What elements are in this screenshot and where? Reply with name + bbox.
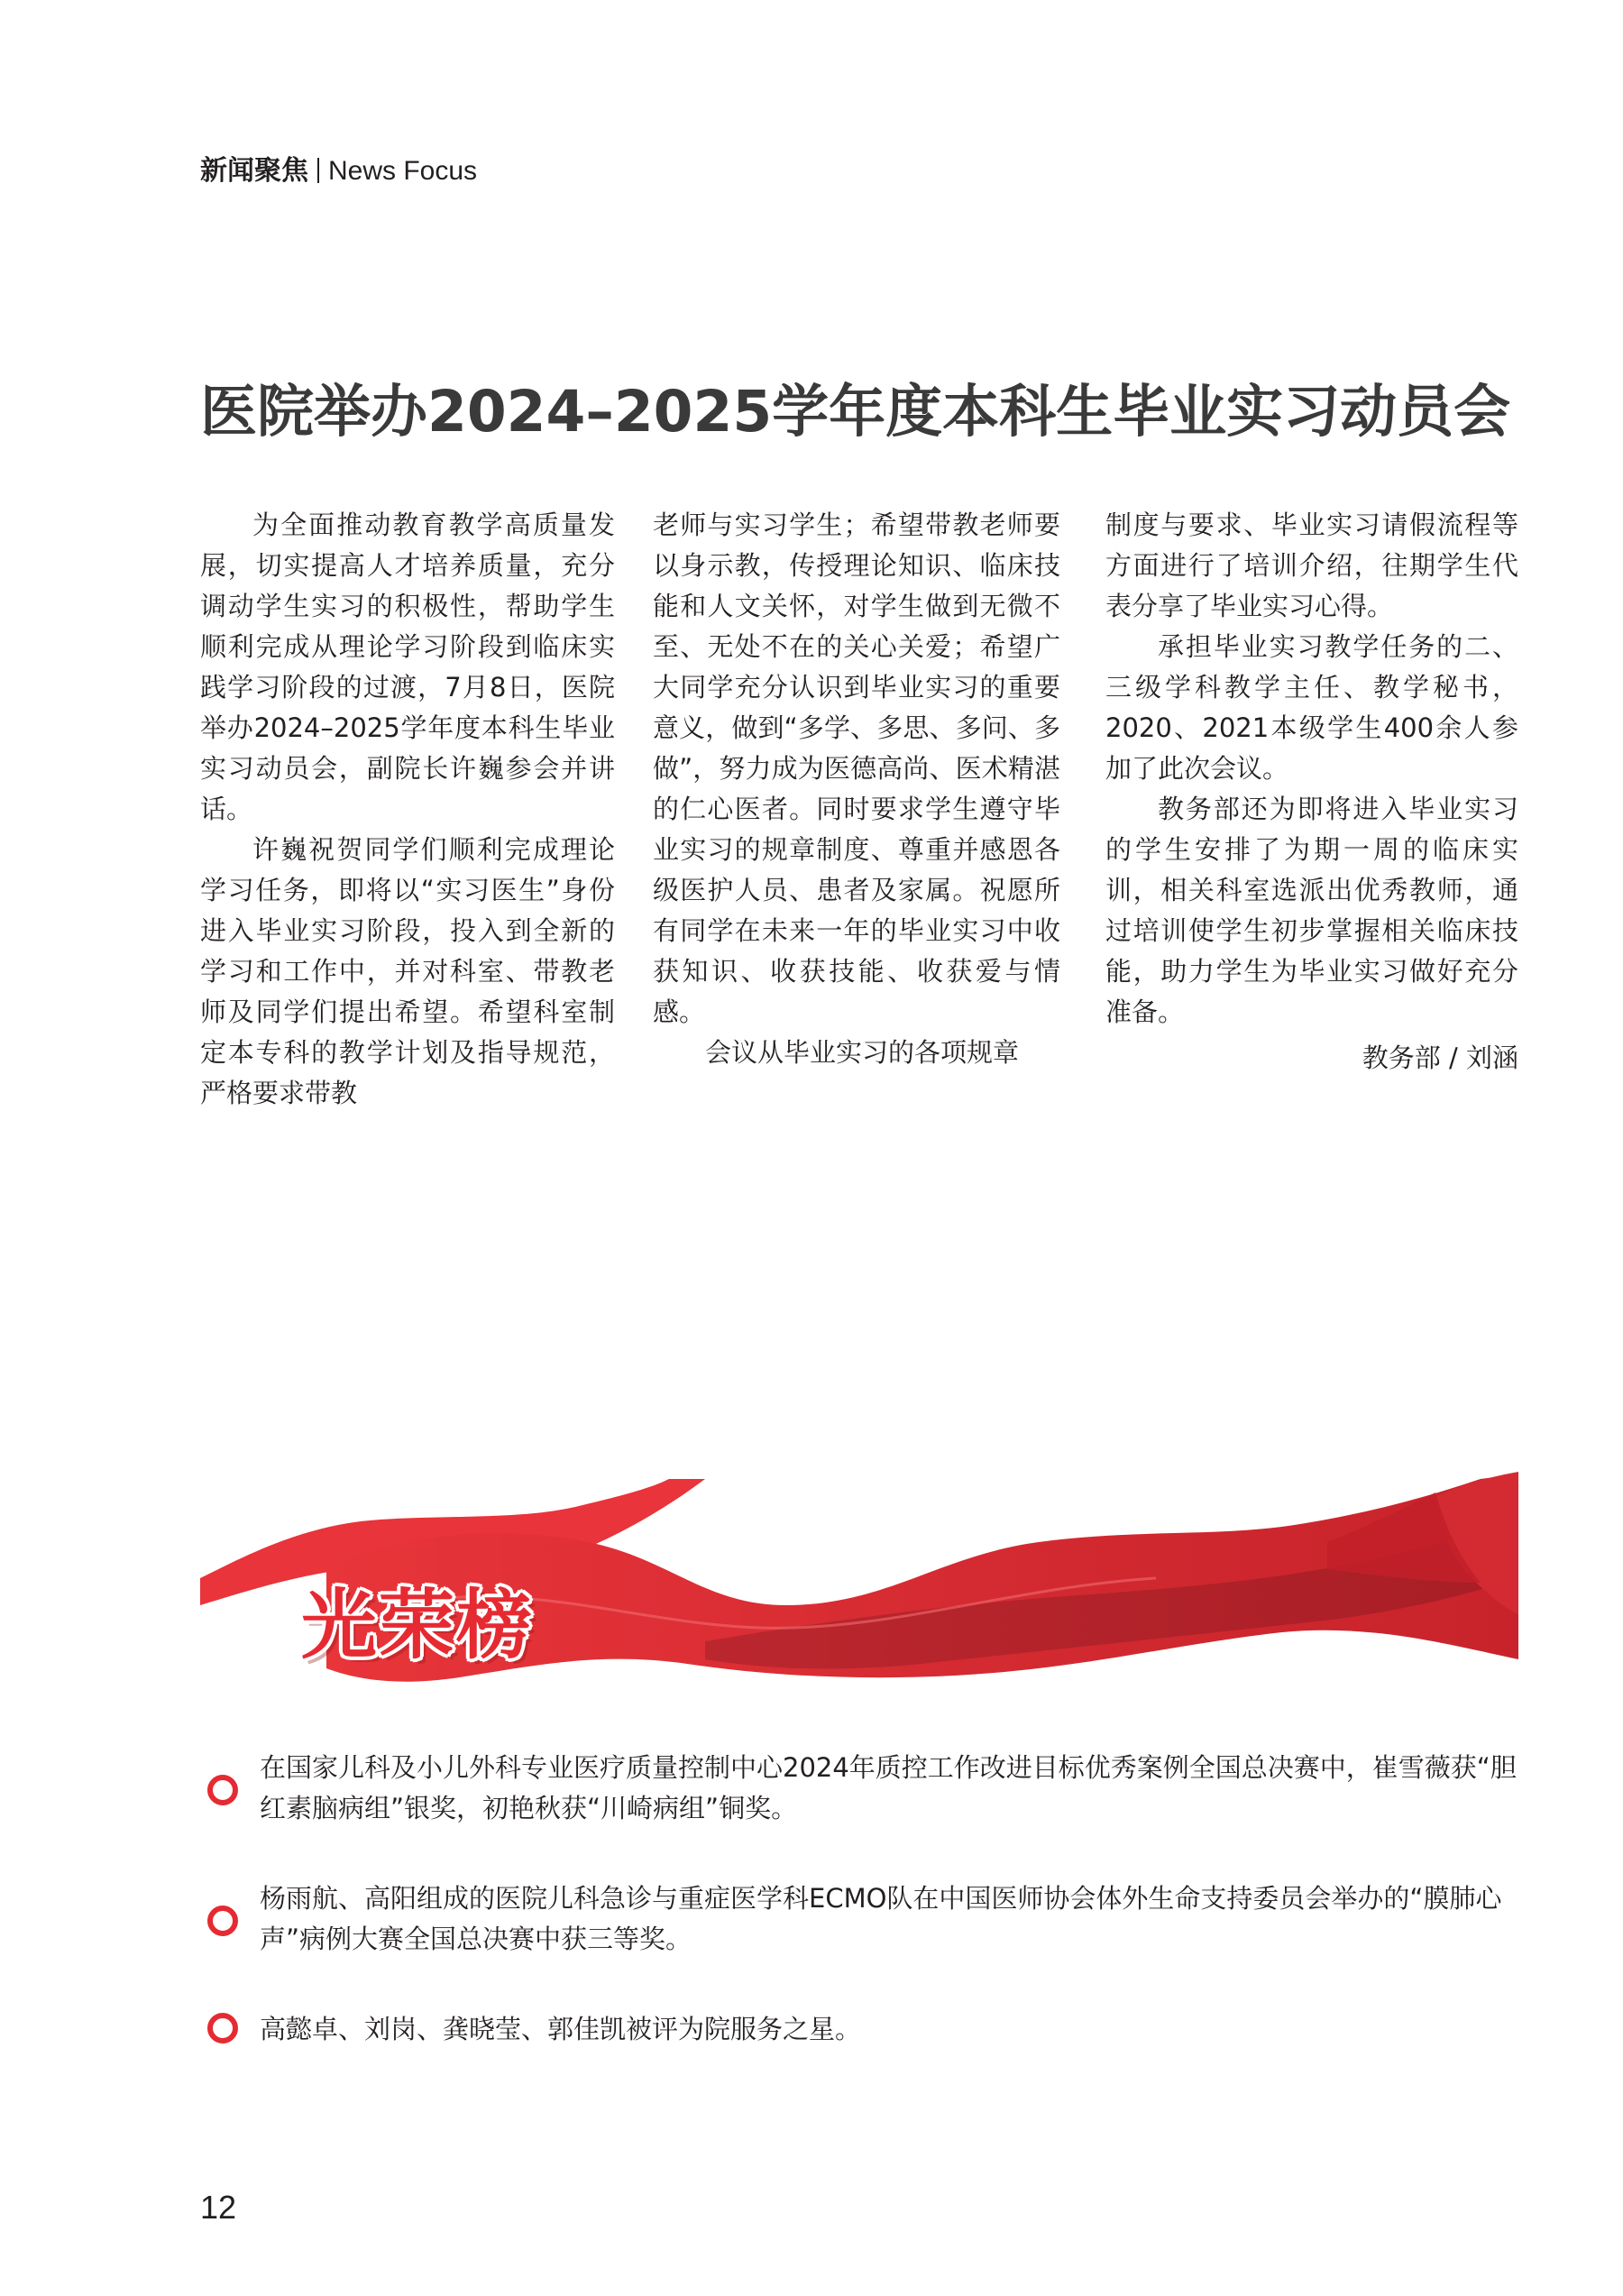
article-byline: 教务部 / 刘涵 (1362, 1042, 1518, 1073)
article-column-3 (1105, 505, 1518, 1079)
paragraph: 为全面推动教育教学高质量发展，切实提高人才培养质量，充分调动学生实习的积极性，帮助学生顺利完成从理论学习阶段到临床实践学习阶段的过渡，7月8日，医院举办2024–2025学年度本科生毕业实习动员会，副院长许巍参会并讲话。 (200, 510, 615, 824)
article-column-2 (653, 505, 1060, 1073)
honor-banner (200, 1470, 1518, 1704)
paragraph: 制度与要求、毕业实习请假流程等方面进行了培训介绍，往期学生代表分享了毕业实习心得。 (1105, 510, 1518, 621)
list-item (200, 1748, 1526, 1829)
section-header (200, 152, 477, 191)
list-item (200, 2009, 1526, 2050)
bullet-ring-icon (207, 2013, 238, 2043)
list-item (200, 1878, 1526, 1960)
paragraph: 教务部还为即将进入毕业实习的学生安排了为期一周的临床实训，相关科室选派出优秀教师，通过培训使学生初步掌握相关临床技能，助力学生为毕业实习做好充分准备。 (1105, 794, 1518, 1027)
bullet-ring-icon (207, 1775, 238, 1805)
honor-text: 杨雨航、高阳组成的医院儿科急诊与重症医学科ECMO队在中国医师协会体外生命支持委员会举办的“膜肺心声”病例大赛全国总决赛中获三等奖。 (260, 1883, 1502, 1954)
honor-list (200, 1748, 1526, 2099)
paragraph: 会议从毕业实习的各项规章 (705, 1037, 1020, 1068)
header-divider (317, 158, 319, 183)
honor-text: 高懿卓、刘岗、龚晓莹、郭佳凯被评为院服务之星。 (260, 2014, 862, 2044)
article-title: 医院举办2024–2025学年度本科生毕业实习动员会 (200, 379, 1511, 445)
paragraph: 许巍祝贺同学们顺利完成理论学习任务，即将以“实习医生”身份进入毕业实习阶段，投入到全新的学习和工作中，并对科室、带教老师及同学们提出希望。希望科室制定本专科的教学计划及指导规范，严格要求带教 (200, 834, 615, 1108)
page-number: 12 (200, 2189, 237, 2226)
paragraph: 老师与实习学生；希望带教老师要以身示教，传授理论知识、临床技能和人文关怀，对学生做到无微不至、无处不在的关心关爱；希望广大同学充分认识到毕业实习的重要意义，做到“多学、多思、多问、多做”，努力成为医德高尚、医术精湛的仁心医者。同时要求学生遵守毕业实习的规章制度、尊重并感恩各级医护人员、患者及家属。祝愿所有同学在未来一年的毕业实习中收获知识、收获技能、收获爱与情感。 (653, 510, 1060, 1027)
paragraph: 承担毕业实习教学任务的二、三级学科教学主任、教学秘书，2020、2021本级学生400余人参加了此次会议。 (1105, 631, 1518, 784)
section-name-en: News Focus (328, 156, 478, 186)
honor-text: 在国家儿科及小儿外科专业医疗质量控制中心2024年质控工作改进目标优秀案例全国总决赛中，崔雪薇获“胆红素脑病组”银奖，初艳秋获“川崎病组”铜奖。 (260, 1752, 1517, 1823)
section-name-cn: 新闻聚焦 (200, 155, 308, 187)
bullet-ring-icon (207, 1906, 238, 1936)
article-column-1 (200, 505, 615, 1114)
honor-title: 光荣榜 (301, 1580, 535, 1669)
